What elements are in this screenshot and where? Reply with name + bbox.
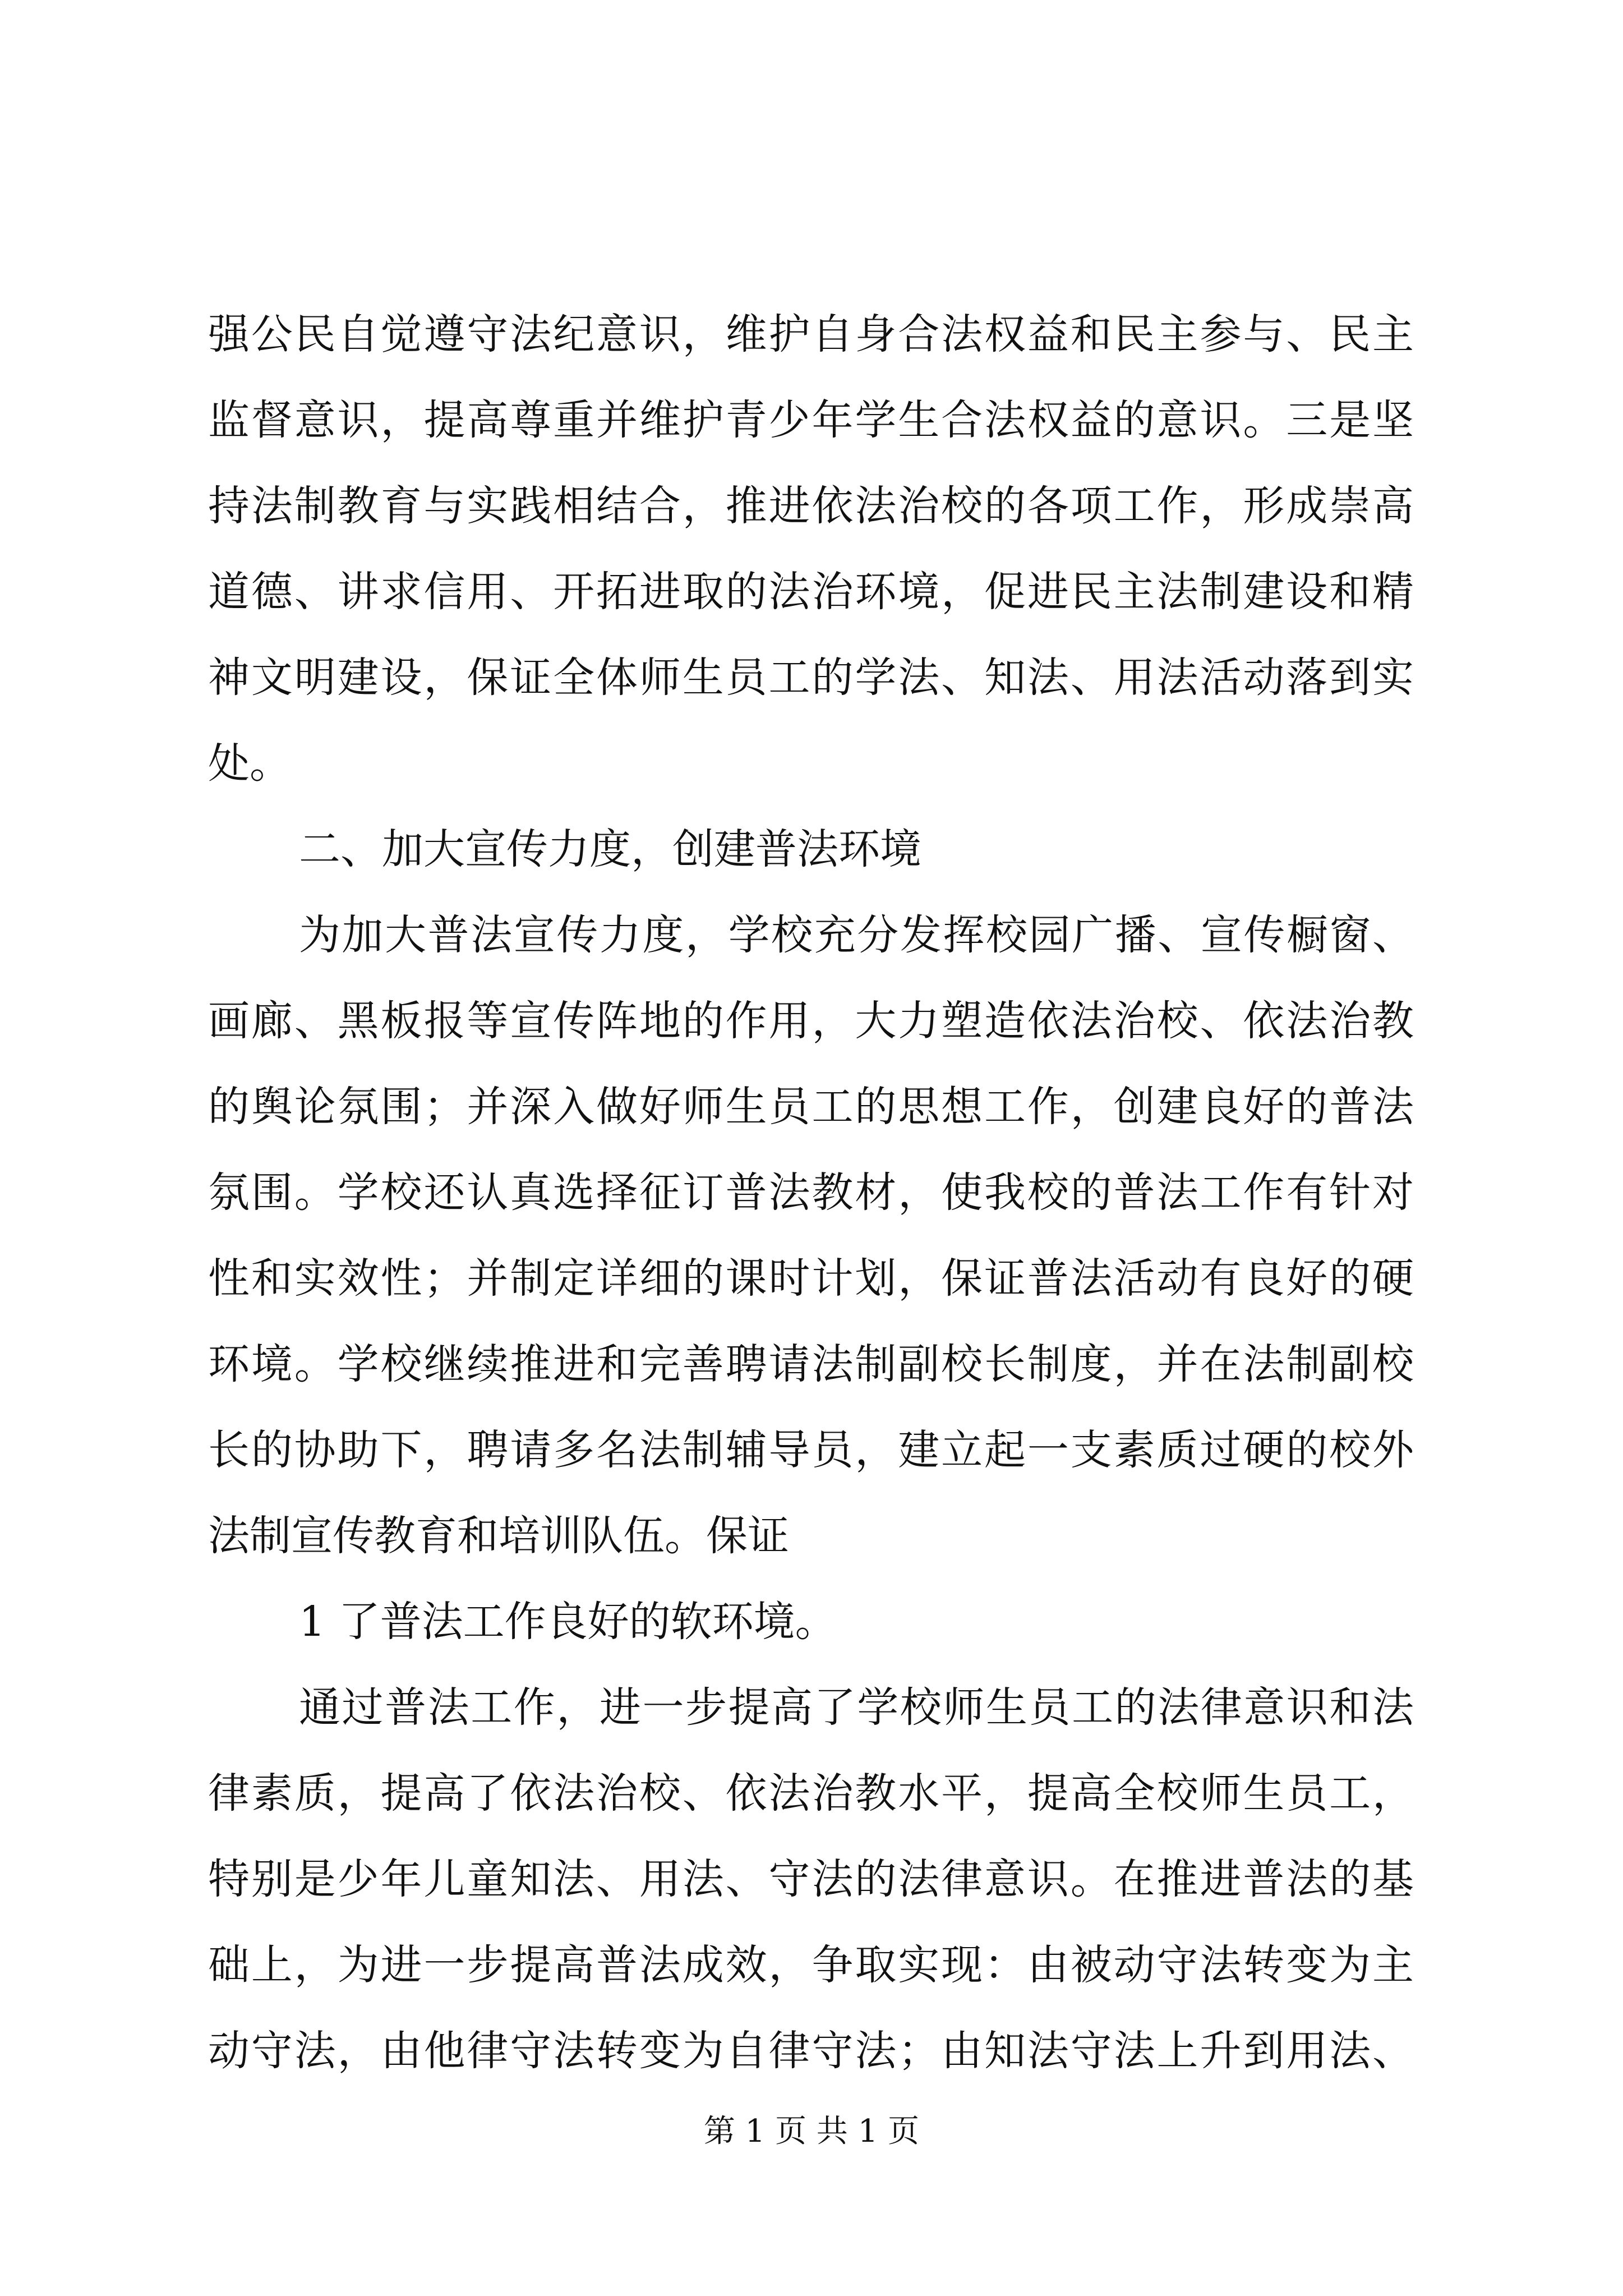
body-text-line: 画廊、黑板报等宣传阵地的作用，大力塑造依法治校、依法治教 (208, 997, 1414, 1045)
body-text-line: 监督意识，提高尊重并维护青少年学生合法权益的意识。三是坚 (208, 396, 1414, 444)
body-text-line: 道德、讲求信用、开拓进取的法治环境，促进民主法制建设和精 (208, 568, 1414, 616)
body-text-line: 通过普法工作，进一步提高了学校师生员工的法律意识和法 (299, 1683, 1414, 1732)
page-footer: 第 1 页 共 1 页 (703, 2113, 920, 2150)
body-text-line: 动守法，由他律守法转变为自律守法；由知法守法上升到用法、 (208, 2027, 1414, 2075)
body-text-line: 神文明建设，保证全体师生员工的学法、知法、用法活动落到实 (208, 654, 1414, 702)
body-text-line: 环境。学校继续推进和完善聘请法制副校长制度，并在法制副校 (208, 1340, 1414, 1388)
body-text-line: 的舆论氛围；并深入做好师生员工的思想工作，创建良好的普法 (208, 1083, 1414, 1131)
body-text-line: 律素质，提高了依法治校、依法治教水平，提高全校师生员工， (208, 1769, 1414, 1818)
body-text-line: 法制宣传教育和培训队伍。保证 (208, 1512, 789, 1560)
body-text-line: 长的协助下，聘请多名法制辅导员，建立起一支素质过硬的校外 (208, 1426, 1414, 1474)
body-text-line: 处。 (208, 739, 291, 788)
section-heading: 二、加大宣传力度，创建普法环境 (299, 825, 921, 873)
body-text-line: 性和实效性；并制定详细的课时计划，保证普法活动有良好的硬 (208, 1254, 1414, 1303)
body-text-line: 为加大普法宣传力度，学校充分发挥校园广播、宣传橱窗、 (299, 911, 1414, 959)
body-text-line: 氛围。学校还认真选择征订普法教材，使我校的普法工作有针对 (208, 1168, 1414, 1217)
body-text-line: 础上，为进一步提高普法成效，争取实现：由被动守法转变为主 (208, 1941, 1414, 1989)
body-text-line: 持法制教育与实践相结合，推进依法治校的各项工作，形成崇高 (208, 482, 1414, 530)
body-text-line: 强公民自觉遵守法纪意识，维护自身合法权益和民主参与、民主 (208, 310, 1414, 358)
body-text-line: 特别是少年儿童知法、用法、守法的法律意识。在推进普法的基 (208, 1855, 1414, 1903)
body-text-line: 1 了普法工作良好的软环境。 (299, 1598, 837, 1646)
